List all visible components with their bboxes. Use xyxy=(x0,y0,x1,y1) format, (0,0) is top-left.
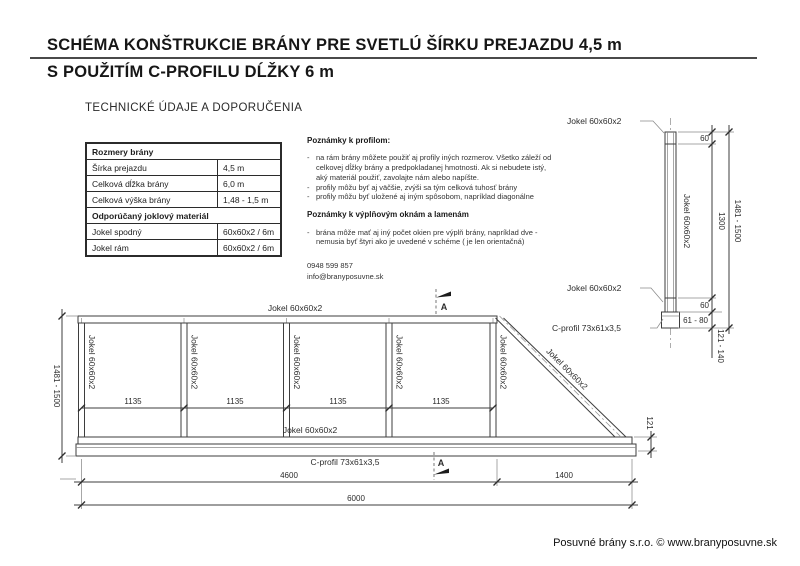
dim-4600: 4600 xyxy=(280,471,298,480)
post-detail-drawing xyxy=(552,116,742,363)
gate-top-rail-label: Jokel 60x60x2 xyxy=(267,303,323,313)
svg-text:Jokel 60x60x2: Jokel 60x60x2 xyxy=(292,334,302,390)
phone-number: 0948 599 857 xyxy=(307,261,353,271)
dim-60-bottom: 60 xyxy=(700,301,709,310)
svg-text:Jokel 60x60x2: Jokel 60x60x2 xyxy=(498,334,509,390)
leader-line xyxy=(640,288,663,302)
table-section-header: Odporúčaný joklový materiál xyxy=(87,207,280,223)
dim-height: 1481 - 1500 xyxy=(52,364,61,408)
page-title: SCHÉMA KONŠTRUKCIE BRÁNY PRE SVETLÚ ŠÍRKU PREJAZDU 4,5 m xyxy=(47,36,623,54)
row-value: 60x60x2 / 6m xyxy=(217,224,280,239)
row-value: 6,0 m xyxy=(217,176,280,191)
dim-121: 121 xyxy=(645,416,654,430)
gate-c-profile xyxy=(76,444,636,456)
dim-121-140: 121 - 140 xyxy=(716,329,725,363)
table-section-header: Rozmery brány xyxy=(92,147,154,157)
section-marker-top xyxy=(436,289,451,316)
svg-text:Jokel 60x60x2: Jokel 60x60x2 xyxy=(394,334,405,390)
post-profile-body xyxy=(665,132,676,312)
dim-60-top: 60 xyxy=(700,134,709,143)
post-cprofile-label: C-profil 73x61x3,5 xyxy=(552,323,621,333)
dim-1300: 1300 xyxy=(717,212,726,230)
note-item: - na rám brány môžete použiť aj profily iných rozmerov. Všetko záleží od celkovej dĺžky brány a predpokladanej hmotnosti. Ak si nebudete istý, aký materiál použiť, zavolajte nám alebo napíšte. xyxy=(307,153,552,182)
dim-1135: 1135 xyxy=(124,397,142,406)
height-dimension xyxy=(52,309,78,463)
dim-1481-1500: 1481 - 1500 xyxy=(733,199,742,243)
gate-bottom-rail-label: Jokel 60x60x2 xyxy=(282,425,338,435)
post-body-label: Jokel 60x60x2 xyxy=(682,193,692,249)
bullet-dash: - xyxy=(307,227,310,237)
section-letter: A xyxy=(437,458,445,468)
bullet-dash: - xyxy=(307,192,310,202)
section-flag-icon xyxy=(434,469,449,475)
stack-dimension xyxy=(634,416,657,458)
row-value: 60x60x2 / 6m xyxy=(217,240,280,255)
notes-profiles-heading: Poznámky k profilom: xyxy=(307,136,391,145)
row-label: Šírka prejazdu xyxy=(92,163,147,173)
row-label: Celková dĺžka brány xyxy=(92,179,169,189)
gate-drawing xyxy=(52,289,657,509)
post-bottom-label: Jokel 60x60x2 xyxy=(567,283,622,293)
dim-1135: 1135 xyxy=(226,397,244,406)
bullet-dash: - xyxy=(307,182,310,192)
bullet-dash: - xyxy=(307,153,310,163)
post-top-label: Jokel 60x60x2 xyxy=(567,116,622,126)
dim-1135: 1135 xyxy=(432,397,450,406)
tech-data-heading: TECHNICKÉ ÚDAJE A DOPORUČENIA xyxy=(85,102,303,114)
svg-text:Jokel 60x60x2: Jokel 60x60x2 xyxy=(87,334,97,390)
gate-posts xyxy=(79,318,497,442)
row-value: 4,5 m xyxy=(217,160,280,175)
note-item: - profily môžu byť uložené aj iným spôsobom, napríklad diagonálne xyxy=(307,192,534,202)
post-c-profile-shoe xyxy=(662,312,680,328)
svg-text:Jokel 60x60x2: Jokel 60x60x2 xyxy=(189,334,200,390)
dim-1135: 1135 xyxy=(329,397,347,406)
leader-line xyxy=(640,121,664,133)
gate-c-profile-label: C-profil 73x61x3,5 xyxy=(310,457,380,467)
email-address: info@branyposuvne.sk xyxy=(307,271,384,281)
row-value: 1,48 - 1,5 m xyxy=(217,192,280,207)
dim-1400: 1400 xyxy=(555,471,573,480)
dim-61-80: 61 - 80 xyxy=(683,316,708,325)
note-item: - brána môže mať aj iný počet okien pre výplň brány, napríklad dve - nemusia byť štyri ako je uvedené v schéme ( je len orientačná) xyxy=(307,227,538,247)
gate-diagonal-label: Jokel 60x60x2 xyxy=(544,346,590,392)
gate-post-labels xyxy=(87,335,509,390)
page-subtitle: S POUŽITÍM C-PROFILU DĹŽKY 6 m xyxy=(47,63,335,81)
dim-6000: 6000 xyxy=(347,494,365,503)
footer-credit: Posuvné brány s.r.o. © www.branyposuvne.sk xyxy=(553,537,777,549)
section-letter: A xyxy=(440,302,448,312)
note-item: - profily môžu byť aj väčšie, zvýši sa tým celková tuhosť brány xyxy=(307,182,518,192)
gate-bottom-rail xyxy=(78,437,632,444)
notes-infill-heading: Poznámky k výplňovým oknám a lamenám xyxy=(307,210,469,220)
gate-diagonal xyxy=(496,316,627,437)
row-label: Jokel spodný xyxy=(92,227,142,237)
gate-top-rail xyxy=(78,316,497,323)
row-label: Celková výška brány xyxy=(92,195,171,205)
row-label: Jokel rám xyxy=(92,243,129,253)
section-flag-icon xyxy=(436,292,451,298)
